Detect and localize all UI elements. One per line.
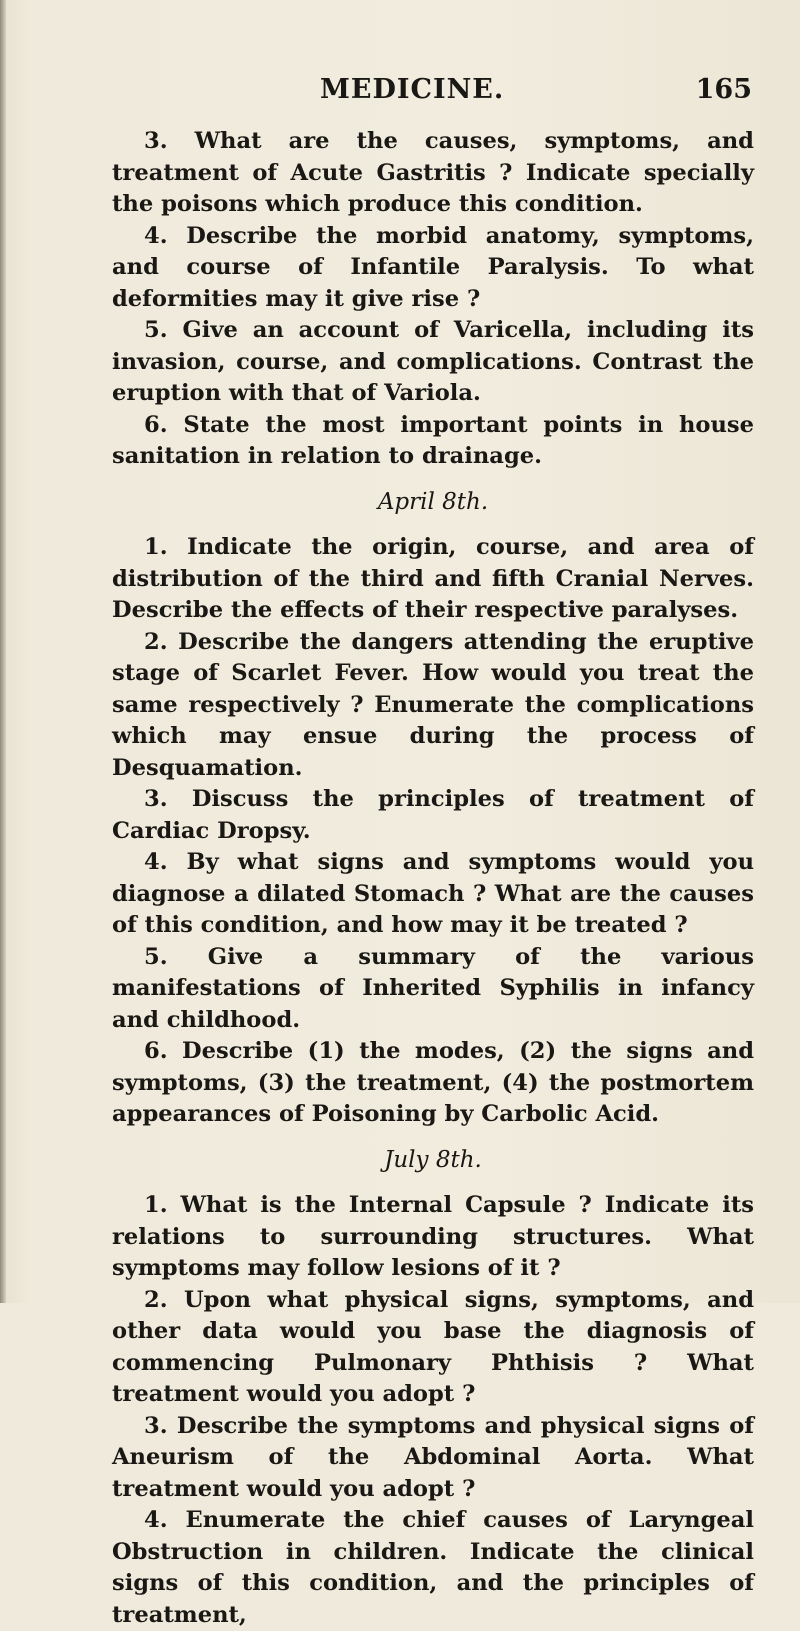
section-date-april: April 8th. [377,488,489,515]
question-item: 6. State the most important points in house sanitation in relation to drainage. [112,411,754,469]
question-item: 4. Enumerate the chief causes of Laryngeal Obstruction in children. Indicate the clinical signs of this condition, and the principles of treatment, [112,1507,754,1628]
page-gutter-shadow [0,0,6,1303]
page-number: 165 [695,74,752,105]
question-item: 4. By what signs and symptoms would you diagnose a dilated Stomach ? What are the causes of this condition, and how may it be treated ? [112,849,754,938]
question-item: 2. Describe the dangers attending the eruptive stage of Scarlet Fever. How would you treat the same respectively ? Enumerate the complications which may ensue during the process of Desquamation. [112,628,754,781]
question-item: 5. Give an account of Varicella, including its invasion, course, and complications. Contrast the eruption with that of Variola. [112,317,754,406]
question-item: 1. What is the Internal Capsule ? Indicate its relations to surrounding structures. What symptoms may follow lesions of it ? [112,1192,754,1281]
question-item: 3. Describe the symptoms and physical signs of Aneurism of the Abdominal Aorta. What treatment would you adopt ? [112,1412,754,1502]
question-item: 1. Indicate the origin, course, and area of distribution of the third and fifth Cranial Nerves. Describe the effects of their respective paralyses. [112,534,754,623]
question-item: 5. Give a summary of the various manifestations of Inherited Syphilis in infancy and childhood. [112,943,754,1033]
question-item: 6. Describe (1) the modes, (2) the signs and symptoms, (3) the treatment, (4) the postmortem appearances of Poisoning by Carbolic Acid. [112,1038,754,1127]
question-item: 4. Describe the morbid anatomy, symptoms, and course of Infantile Paralysis. To what deformities may it give rise ? [112,222,754,312]
question-item: 3. Discuss the principles of treatment of Cardiac Dropsy. [112,786,754,844]
question-item: 2. Upon what physical signs, symptoms, and other data would you base the diagnosis of commencing Pulmonary Phthisis ? What treatment would you adopt ? [112,1286,754,1407]
section-date-july: July 8th. [384,1146,482,1173]
question-item: 3. What are the causes, symptoms, and treatment of Acute Gastritis ? Indicate specially the poisons which produce this condition. [112,128,754,217]
running-title: MEDICINE. [320,74,505,105]
exam-questions [112,126,754,1631]
page-header [112,74,752,114]
